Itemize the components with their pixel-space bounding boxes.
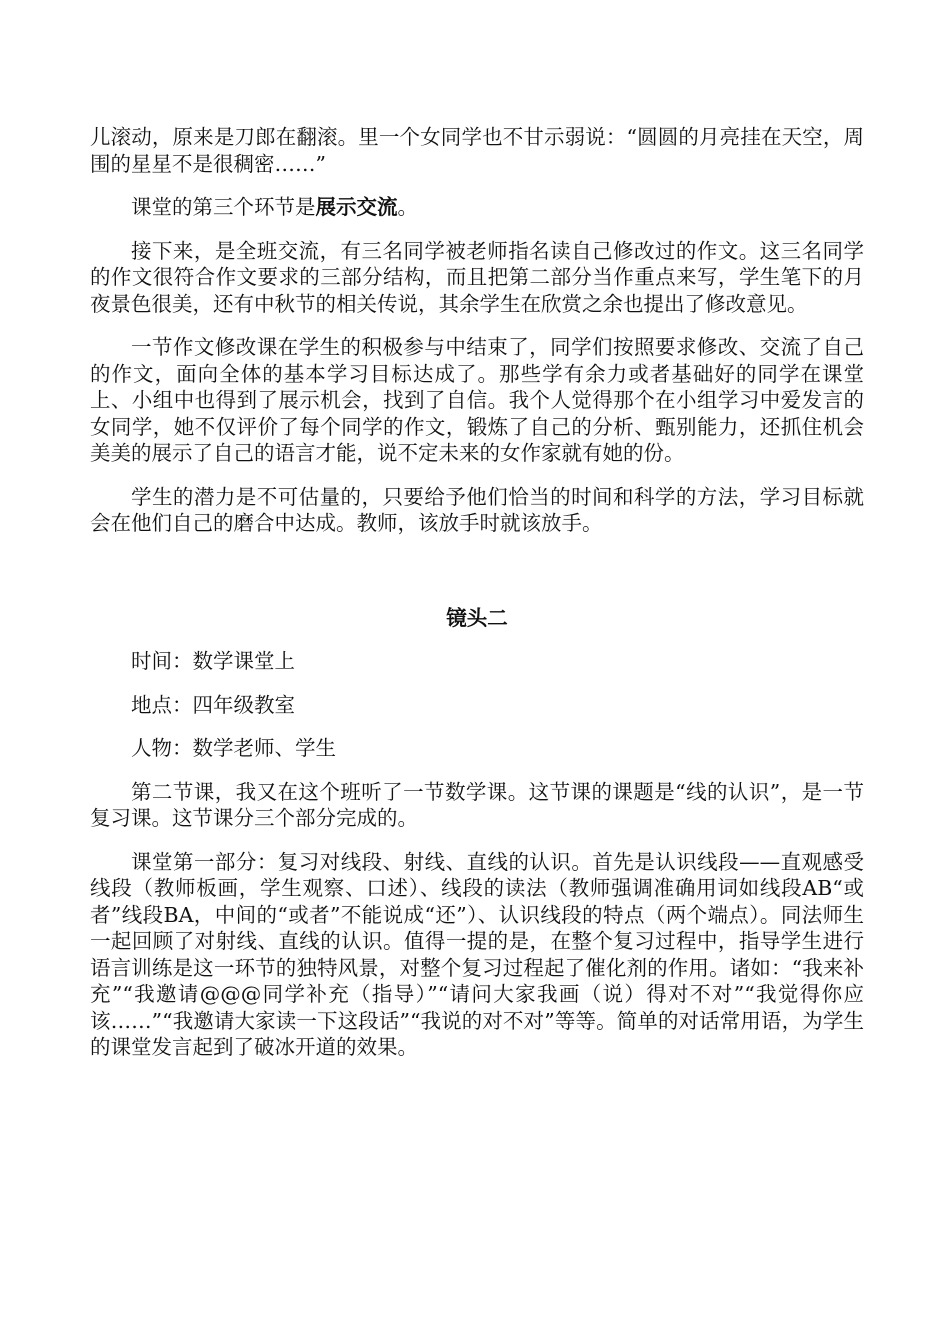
paragraph-student-potential: 学生的潜力是不可估量的，只要给予他们恰当的时间和科学的方法，学习目标就会在他们自己的磨合中达成。教师，该放手时就该放手。	[90, 484, 864, 535]
paragraph-lesson-summary: 一节作文修改课在学生的积极参与中结束了，同学们按照要求修改、交流了自己的作文，面向全体的基本学习目标达成了。那些学有余力或者基础好的同学在课堂上、小组中也得到了展示机会，找到了自信。我个人觉得那个在小组学习中爱发言的女同学，她不仅评价了每个同学的作文，锻炼了自己的分析、甄别能力，还抓住机会美美的展示了自己的语言才能，说不定未来的女作家就有她的份。	[90, 335, 864, 465]
paragraph-math-lesson-intro: 第二节课，我又在这个班听了一节数学课。这节课的课题是“线的认识”，是一节复习课。这节课分三个部分完成的。	[90, 779, 864, 830]
paragraph-class-exchange: 接下来，是全班交流，有三名同学被老师指名读自己修改过的作文。这三名同学的作文很符合作文要求的三部分结构，而且把第二部分当作重点来写，学生笔下的月夜景色很美，还有中秋节的相关传说，其余学生在欣赏之余也提出了修改意见。	[90, 238, 864, 316]
info-place: 地点：四年级教室	[131, 692, 295, 717]
paragraph-continuation: 儿滚动，原来是刀郎在翻滚。里一个女同学也不甘示弱说：“圆圆的月亮挂在天空，周围的星星不是很稠密……”	[90, 125, 864, 176]
document-page	[90, 124, 864, 1061]
third-stage-bold-term: 展示交流	[315, 195, 398, 219]
third-stage-prefix: 课堂的第三个环节是	[131, 195, 316, 219]
section-heading: 镜头二	[446, 605, 508, 630]
third-stage-suffix: 。	[397, 195, 418, 219]
paragraph-math-part-one: 课堂第一部分：复习对线段、射线、直线的认识。首先是认识线段——直观感受线段（教师板画，学生观察、口述）、线段的读法（教师强调准确用词如线段AB“或者”线段BA，中间的“或者”不能说成“还”）、认识线段的特点（两个端点）。同法师生一起回顾了对射线、直线的认识。值得一提的是，在整个复习过程中，指导学生进行语言训练是这一环节的独特风景，对整个复习过程起了催化剂的作用。诸如：“我来补充”“我邀请@@@同学补充（指导）”“请问大家我画（说）得对不对”“我觉得你应该……”“我邀请大家读一下这段话”“我说的对不对”等等。简单的对话常用语，为学生的课堂发言起到了破冰开道的效果。	[90, 849, 864, 1059]
info-time: 时间：数学课堂上	[131, 649, 295, 673]
info-people: 人物：数学老师、学生	[131, 736, 336, 760]
paragraph-third-stage	[90, 194, 864, 221]
